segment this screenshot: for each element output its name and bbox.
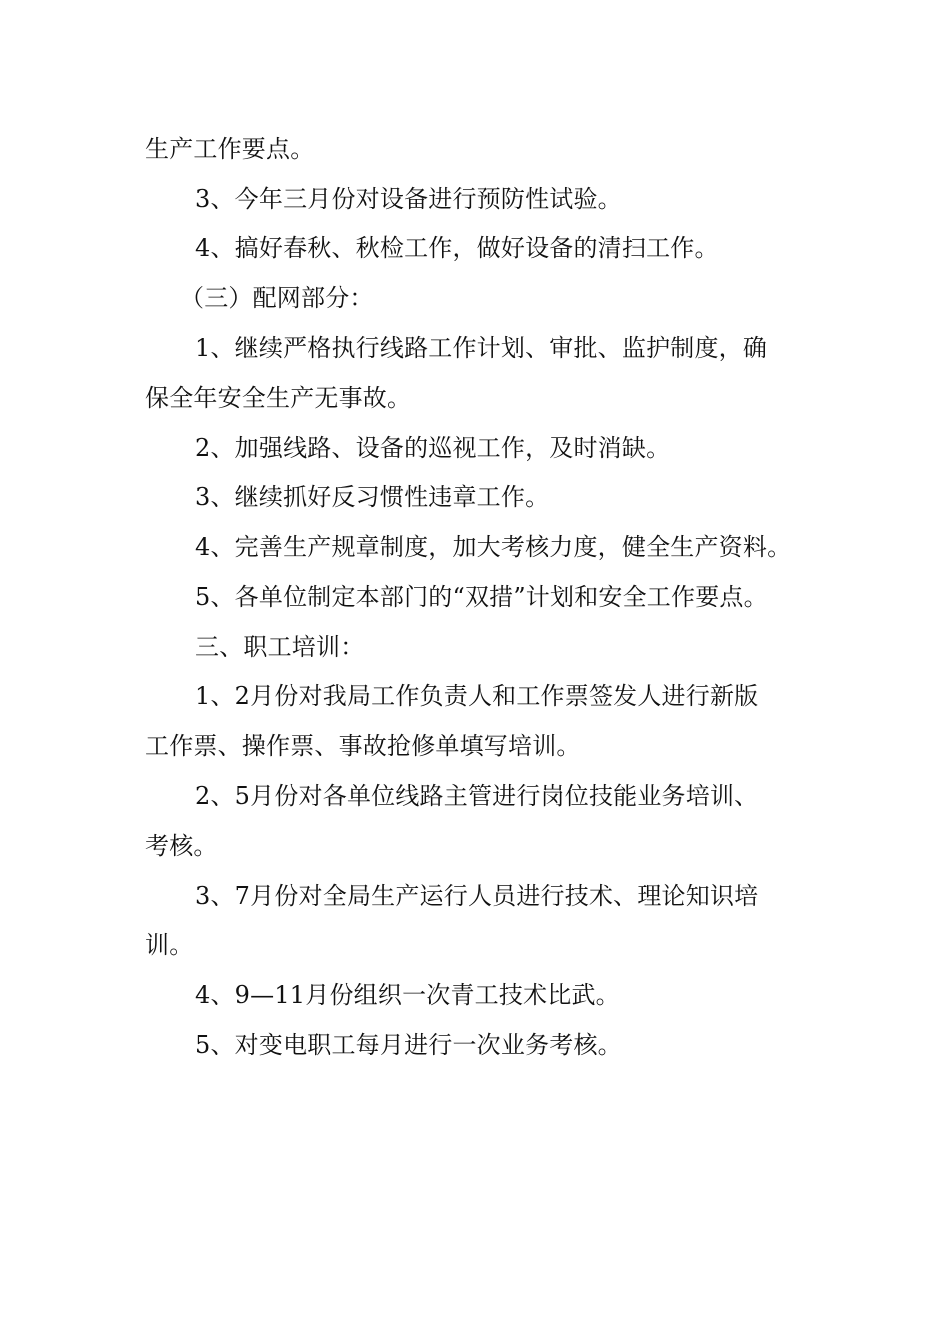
text-line: 3、继续抓好反习惯性违章工作。	[195, 483, 550, 511]
text-line: 1、2月份对我局工作负责人和工作票签发人进行新版	[195, 682, 759, 710]
section-heading: （三）配网部分：	[180, 284, 374, 312]
text-line: 3、7月份对全局生产运行人员进行技术、理论知识培	[195, 882, 759, 910]
text-line: 训。	[145, 931, 194, 959]
text-line: 保全年安全生产无事故。	[145, 384, 412, 412]
text-line: 4、搞好春秋、秋检工作，做好设备的清扫工作。	[195, 234, 719, 262]
text-line: 4、完善生产规章制度，加大考核力度，健全生产资料。	[195, 533, 792, 561]
text-line: 1、继续严格执行线路工作计划、审批、监护制度，确	[195, 334, 768, 362]
text-line: 2、加强线路、设备的巡视工作，及时消缺。	[195, 434, 671, 462]
text-line: 4、9—11月份组织一次青工技术比武。	[195, 981, 620, 1009]
section-heading: 三、职工培训：	[195, 633, 365, 661]
text-line: 3、今年三月份对设备进行预防性试验。	[195, 185, 622, 213]
text-line: 生产工作要点。	[145, 135, 315, 163]
text-line: 考核。	[145, 832, 218, 860]
text-line: 5、对变电职工每月进行一次业务考核。	[195, 1031, 622, 1059]
text-line: 2、5月份对各单位线路主管进行岗位技能业务培训、	[195, 782, 759, 810]
text-line: 工作票、操作票、事故抢修单填写培训。	[145, 732, 581, 760]
text-line: 5、各单位制定本部门的“双措”计划和安全工作要点。	[195, 583, 768, 611]
